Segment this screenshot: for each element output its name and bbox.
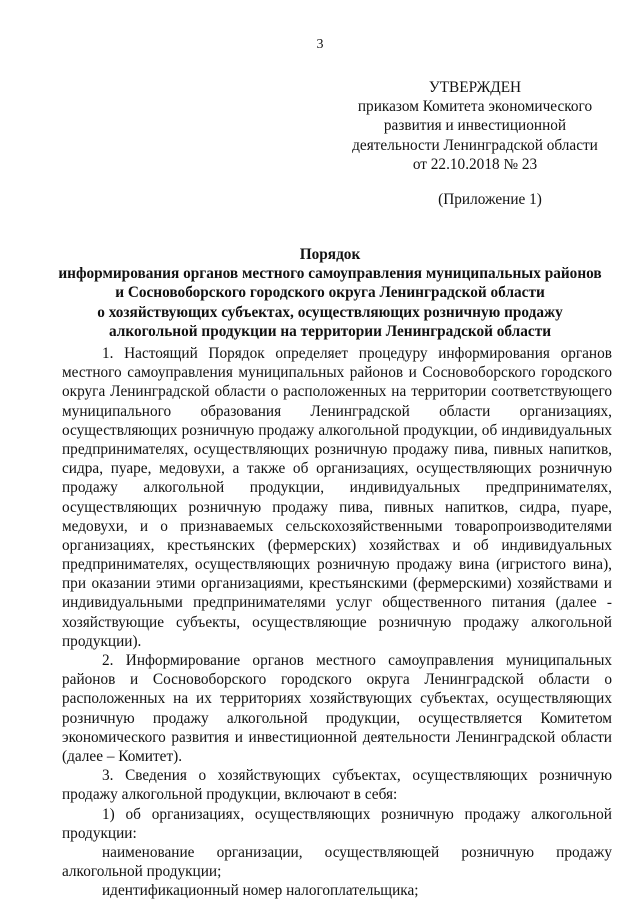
body-line: расположенных на их территориях хозяйствующих субъектах, осуществляющих xyxy=(62,690,612,708)
body-line: идентификационный номер налогоплательщика; xyxy=(102,882,419,900)
approval-line: развития и инвестиционной xyxy=(383,117,567,135)
body-line: продажу алкогольной продукции, индивидуальных предпринимателях, xyxy=(62,479,612,497)
body-line: осуществляющих розничную продажу алкогольной продукции, об индивидуальных xyxy=(62,421,612,439)
document-body xyxy=(62,344,612,900)
appendix-label: (Приложение 1) xyxy=(438,191,542,208)
title-line: информирования органов местного самоуправления муниципальных районов xyxy=(58,265,602,283)
title-line: о хозяйствующих субъектах, осуществляющих розничную продажу xyxy=(97,303,563,321)
body-line: 1. Настоящий Порядок определяет процедуру информирования органов xyxy=(102,345,612,362)
approval-line: УТВЕРЖДЕН xyxy=(428,79,522,96)
body-line: экономического развития и инвестиционной деятельности Ленинградской области xyxy=(62,728,612,746)
body-line: 2. Информирование органов местного самоуправления муниципальных xyxy=(102,652,612,669)
title-line: и Сосновоборского городского округа Ленинградской области xyxy=(115,284,545,302)
body-line: 1) об организациях, осуществляющих розничную продажу алкогольной xyxy=(102,805,612,823)
title-line: Порядок xyxy=(299,246,361,263)
body-line: продукции: xyxy=(62,824,137,842)
page-number: 3 xyxy=(316,37,324,52)
body-line: продажу алкогольной продукции, включают в себя: xyxy=(62,786,398,804)
body-line: розничную продажу алкогольной продукции, осуществляется Комитетом xyxy=(62,709,612,727)
body-line: алкогольной продукции; xyxy=(62,863,222,881)
document-title xyxy=(40,245,620,341)
body-line: медовухи, и о признаваемых сельскохозяйственными товаропроизводителями xyxy=(62,517,612,535)
body-line: предпринимателях, осуществляющих розничную продажу вина (игристого вина), xyxy=(62,556,612,574)
approval-block xyxy=(340,78,610,174)
title-line: алкогольной продукции на территории Ленинградской области xyxy=(108,322,552,340)
body-line: (далее – Комитет). xyxy=(62,747,183,765)
body-line: муниципального образования Ленинградской области организациях, xyxy=(62,402,612,420)
approval-line: от 22.10.2018 № 23 xyxy=(412,155,538,173)
body-line: при оказании этими организациями, крестьянскими (фермерскими) хозяйствами и xyxy=(62,575,612,593)
body-line: предпринимателях, осуществляющих розничную продажу пива, пивных напитков, xyxy=(62,440,612,458)
approval-line: деятельности Ленинградской области xyxy=(352,136,598,154)
body-line: хозяйствующие субъекты, осуществляющие розничную продажу алкогольной xyxy=(62,613,612,631)
body-line: наименование организации, осуществляющей розничную продажу xyxy=(102,843,612,861)
body-line: округа Ленинградской области о расположенных на территории соответствующего xyxy=(62,383,612,401)
approval-line: приказом Комитета экономического xyxy=(357,98,593,116)
body-line: осуществляющих розничную продажу пива, пивных напитков, сидра, пуаре, xyxy=(62,498,612,516)
body-line: индивидуальными предпринимателями услуг общественного питания (далее - xyxy=(62,594,612,612)
body-line: сидра, пуаре, медовухи, а также об организациях, осуществляющих розничную xyxy=(62,460,612,478)
body-line: организациях, крестьянских (фермерских) хозяйствах и об индивидуальных xyxy=(62,536,612,554)
body-line: 3. Сведения о хозяйствующих субъектах, осуществляющих розничную xyxy=(102,767,612,785)
body-line: местного самоуправления муниципальных районов и Сосновоборского городского xyxy=(62,364,612,382)
body-line: продукции). xyxy=(62,632,142,650)
body-line: районов и Сосновоборского городского округа Ленинградской области о xyxy=(62,671,612,689)
